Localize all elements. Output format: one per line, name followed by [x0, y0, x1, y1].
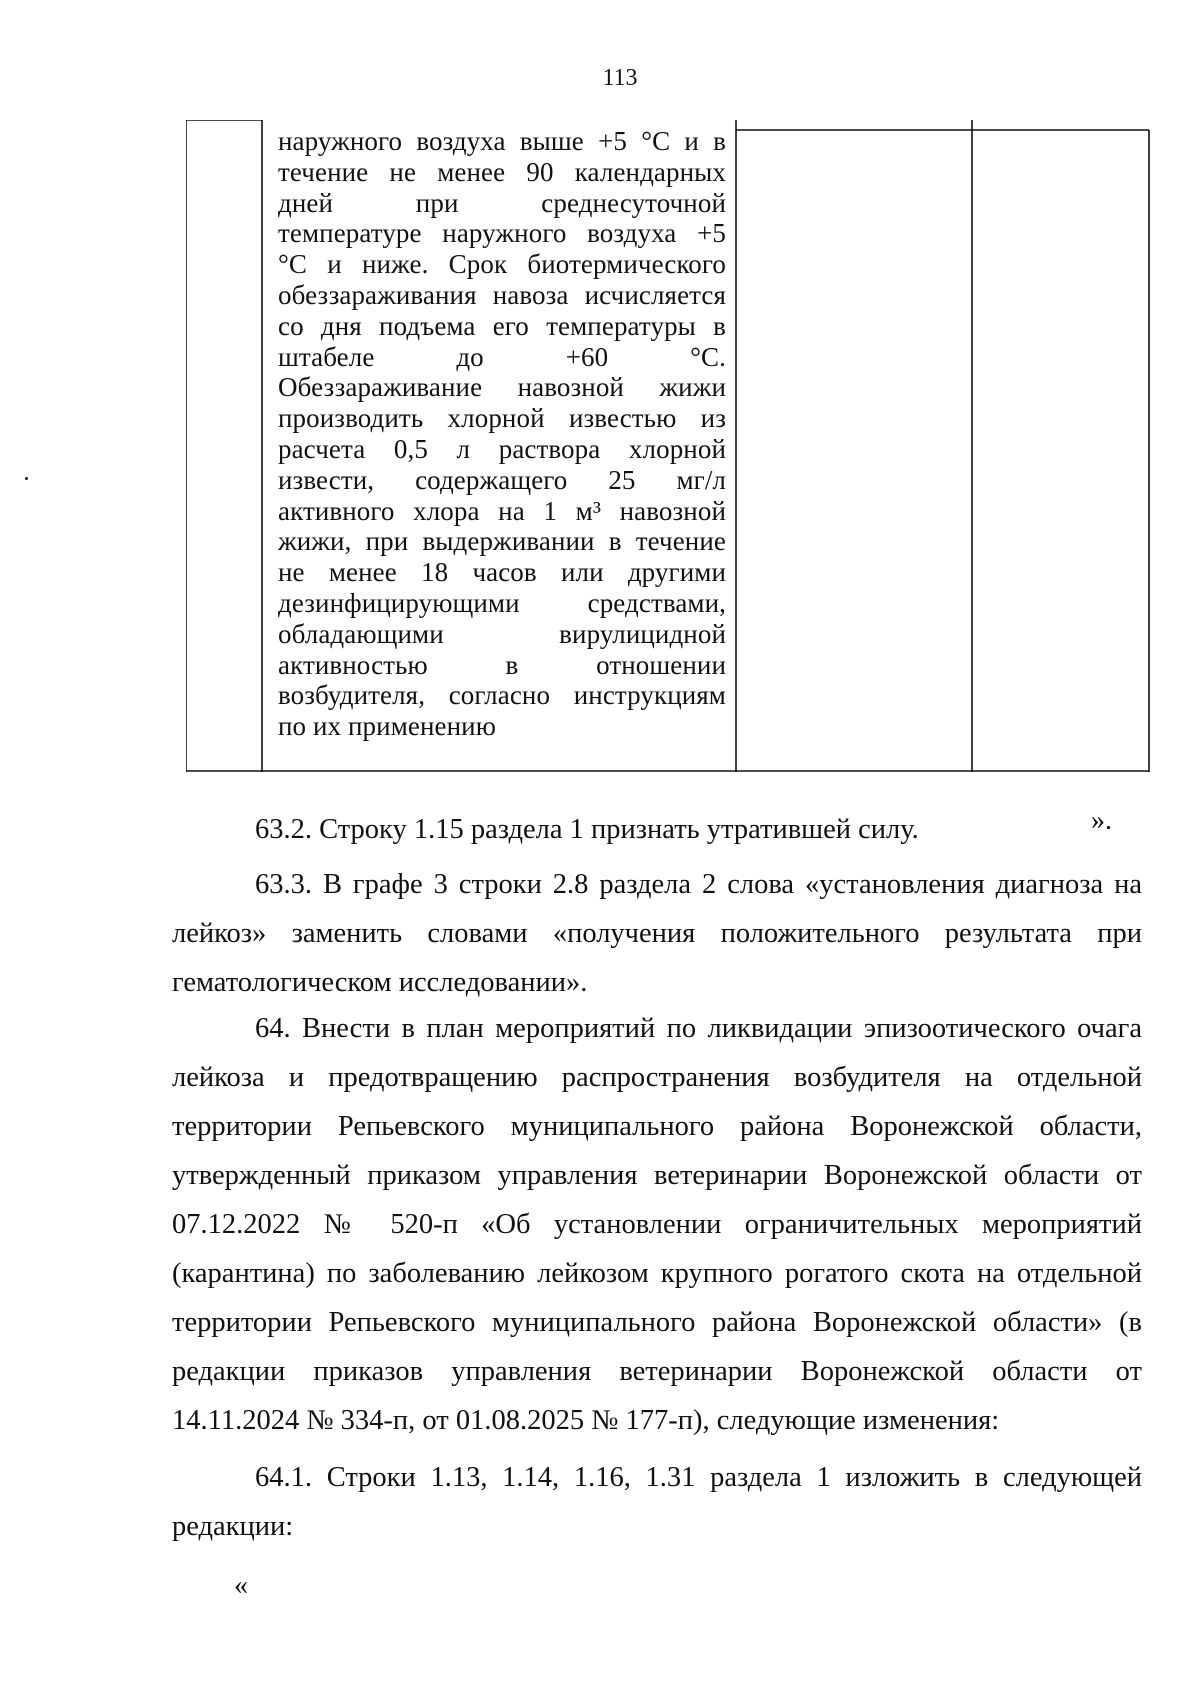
text-line: извести, содержащего 25 мг/л: [278, 464, 726, 495]
opening-quote: «: [234, 1570, 248, 1601]
text-line: 63.2. Строку 1.15 раздела 1 признать утратившей силу.: [255, 814, 919, 845]
text-line: 63.3. В графе 3 строки 2.8 раздела 2 слова «установления диагноза на: [255, 869, 1142, 900]
text-line: °С и ниже. Срок биотермического: [278, 249, 726, 280]
text-line: территории Репьевского муниципального района Воронежской области» (в: [172, 1307, 1142, 1338]
table-fragment: [186, 120, 1150, 773]
paragraph-64: [172, 1004, 1142, 1445]
closing-quote: ».: [1091, 805, 1112, 836]
page-number: 113: [602, 65, 638, 91]
text-line: не менее 18 часов или другими: [278, 557, 726, 588]
text-line: дней при среднесуточной: [278, 187, 726, 218]
text-line: Обеззараживание навозной жижи: [278, 372, 726, 403]
table-cell-text: [278, 126, 726, 742]
text-line: 64. Внести в план мероприятий по ликвидации эпизоотического очага: [255, 1013, 1142, 1044]
text-line: производить хлорной известью из: [278, 403, 726, 434]
text-line: обладающими вирулицидной: [278, 618, 726, 649]
text-line: утвержденный приказом управления ветеринарии Воронежской области от: [172, 1160, 1142, 1191]
text-line: по их применению: [278, 711, 496, 742]
text-line: лейкоз» заменить словами «получения положительного результата при: [172, 918, 1142, 949]
text-line: (карантина) по заболеванию лейкозом крупного рогатого скота на отдельной: [172, 1258, 1142, 1289]
text-line: течение не менее 90 календарных: [278, 156, 726, 187]
text-line: штабеле до +60 °С.: [278, 341, 726, 372]
text-line: расчета 0,5 л раствора хлорной: [278, 433, 726, 464]
text-line: территории Репьевского муниципального района Воронежской области,: [172, 1111, 1142, 1142]
text-line: 14.11.2024 № 334-п, от 01.08.2025 № 177-п), следующие изменения:: [172, 1405, 1000, 1436]
text-line: редакции приказов управления ветеринарии Воронежской области от: [172, 1356, 1142, 1387]
text-line: дезинфицирующими средствами,: [278, 587, 726, 618]
text-line: со дня подъема его температуры в: [278, 310, 726, 341]
text-line: температуре наружного воздуха +5: [278, 218, 726, 249]
text-line: жижи, при выдерживании в течение: [278, 526, 726, 557]
text-line: 07.12.2022 № 520-п «Об установлении ограничительных мероприятий: [172, 1209, 1142, 1240]
scan-speck: [25, 477, 28, 480]
text-line: активного хлора на 1 м³ навозной: [278, 495, 726, 526]
paragraph-64-1: [172, 1453, 1142, 1551]
text-line: наружного воздуха выше +5 °С и в: [278, 126, 726, 156]
paragraph-63-3: [172, 860, 1142, 1007]
text-line: возбудителя, согласно инструкциям: [278, 680, 726, 711]
text-line: редакции:: [172, 1511, 294, 1542]
text-line: 64.1. Строки 1.13, 1.14, 1.16, 1.31 раздела 1 изложить в следующей: [255, 1462, 1142, 1493]
text-line: гематологическом исследовании».: [172, 967, 588, 998]
text-line: активностью в отношении: [278, 649, 726, 680]
text-line: лейкоза и предотвращению распространения возбудителя на отдельной: [172, 1062, 1142, 1093]
paragraph-63-2: [255, 805, 1045, 854]
text-line: обеззараживания навоза исчисляется: [278, 279, 726, 310]
